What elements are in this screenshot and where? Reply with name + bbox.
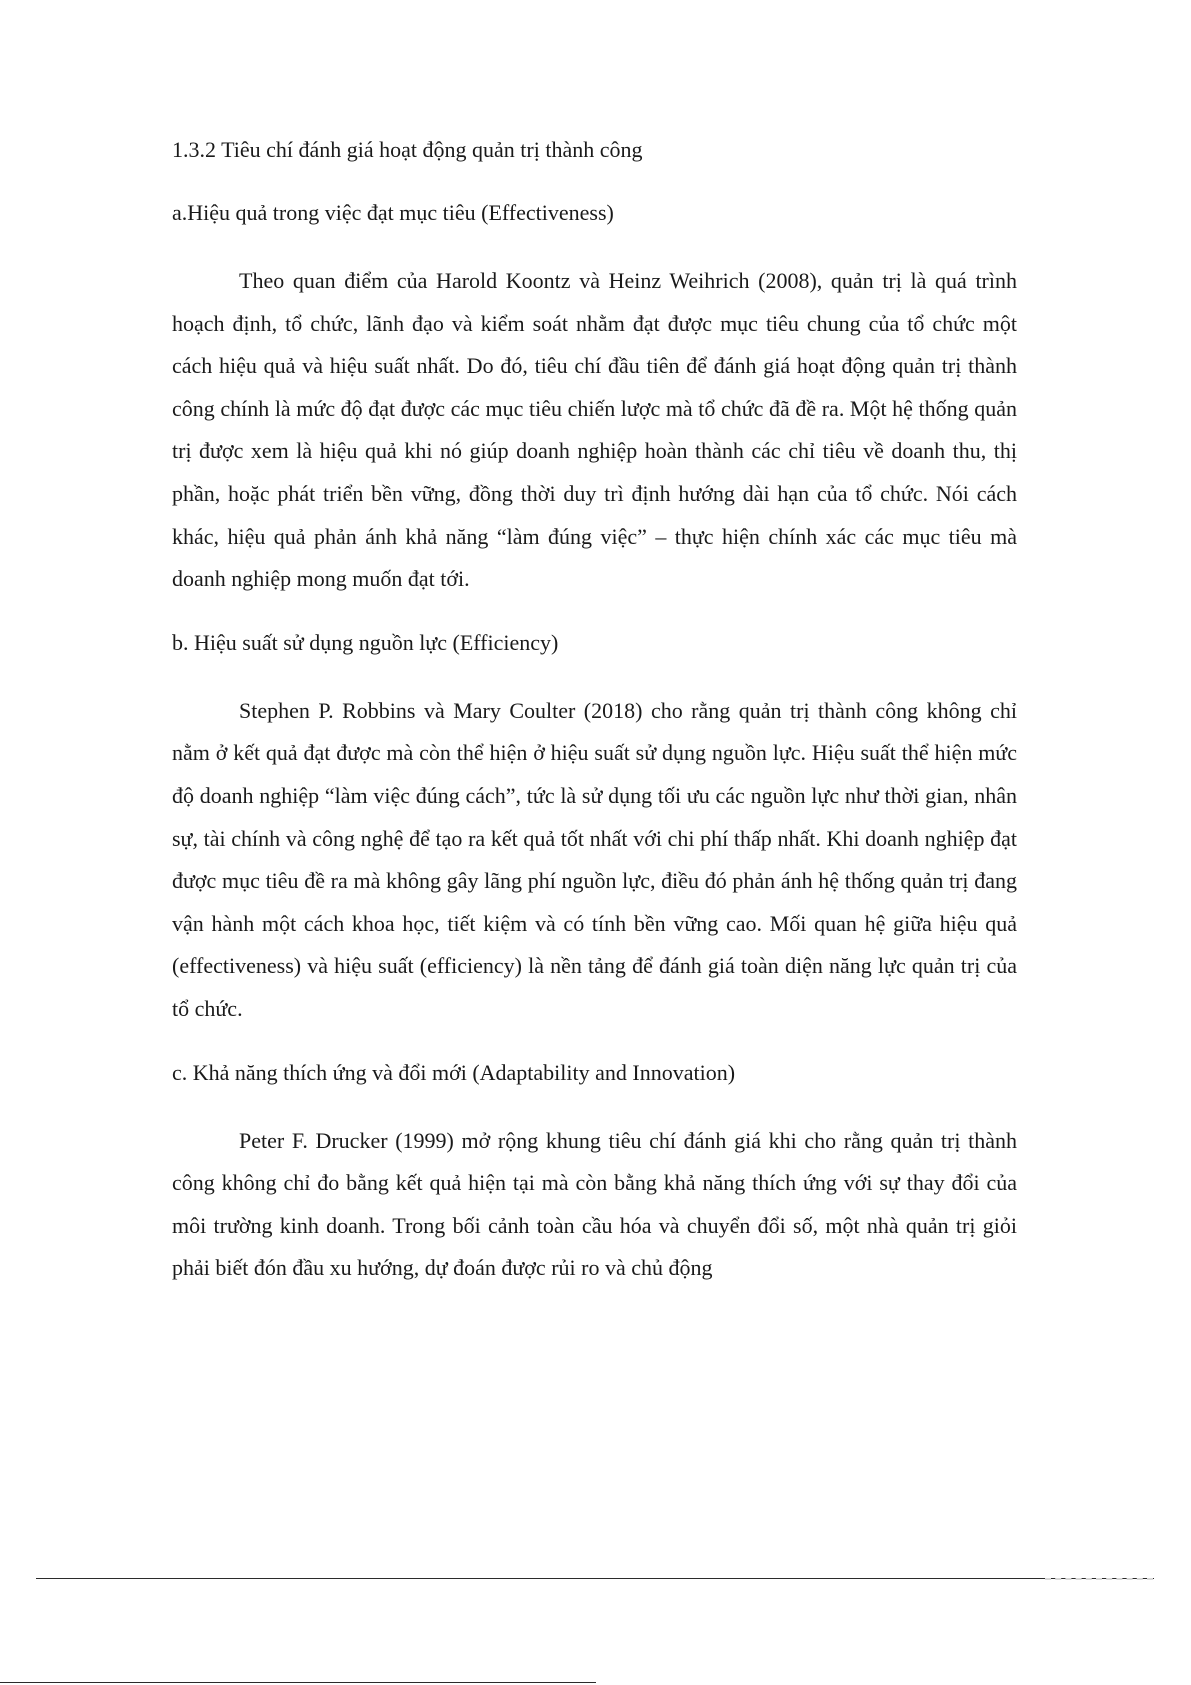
paragraph-a: Theo quan điểm của Harold Koontz và Heinz Weihrich (2008), quản trị là quá trình hoạch định, tổ chức, lãnh đạo và kiểm soát nhằm đạt được mục tiêu chung của tổ chức một cách hiệu quả và hiệu suất nhất. Do đó, tiêu chí đầu tiên để đánh giá hoạt động quản trị thành công chính là mức độ đạt được các mục tiêu chiến lược mà tổ chức đã đề ra. Một hệ thống quản trị được xem là hiệu quả khi nó giúp doanh nghiệp hoàn thành các chỉ tiêu về doanh thu, thị phần, hoặc phát triển bền vững, đồng thời duy trì định hướng dài hạn của tổ chức. Nói cách khác, hiệu quả phản ánh khả năng “làm đúng việc” – thực hiện chính xác các mục tiêu mà doanh nghiệp mong muốn đạt tới. — [172, 268, 1017, 592]
section-heading: 1.3.2 Tiêu chí đánh giá hoạt động quản trị thành công — [172, 137, 643, 162]
subsection-title-c: c. Khả năng thích ứng và đổi mới (Adaptability and Innovation) — [172, 1059, 736, 1085]
subsection-title-a: a.Hiệu quả trong việc đạt mục tiêu (Effectiveness) — [172, 200, 614, 225]
footer-divider — [36, 1578, 1154, 1579]
paragraph-b: Stephen P. Robbins và Mary Coulter (2018) cho rằng quản trị thành công không chỉ nằm ở kết quả đạt được mà còn thể hiện ở hiệu suất sử dụng nguồn lực. Hiệu suất thể hiện mức độ doanh nghiệp “làm việc đúng cách”, tức là sử dụng tối ưu các nguồn lực như thời gian, nhân sự, tài chính và công nghệ để tạo ra kết quả tốt nhất với chi phí thấp nhất. Khi doanh nghiệp đạt được mục tiêu đề ra mà không gây lãng phí nguồn lực, điều đó phản ánh hệ thống quản trị đang vận hành một cách khoa học, tiết kiệm và có tính bền vững cao. Mối quan hệ giữa hiệu quả (effectiveness) và hiệu suất (efficiency) là nền tảng để đánh giá toàn diện năng lực quản trị của tổ chức. — [172, 697, 1017, 1021]
paragraph-c: Peter F. Drucker (1999) mở rộng khung tiêu chí đánh giá khi cho rằng quản trị thành công không chỉ đo bằng kết quả hiện tại mà còn bằng khả năng thích ứng với sự thay đổi của môi trường kinh doanh. Trong bối cảnh toàn cầu hóa và chuyển đổi số, một nhà quản trị giỏi phải biết đón đầu xu hướng, dự đoán được rủi ro và chủ động — [172, 1127, 1017, 1281]
document-body — [172, 130, 1017, 1290]
subsection-title-b: b. Hiệu suất sử dụng nguồn lực (Efficiency) — [172, 629, 559, 655]
bottom-divider — [0, 1682, 596, 1683]
footer-dotted-divider — [1045, 1578, 1153, 1580]
